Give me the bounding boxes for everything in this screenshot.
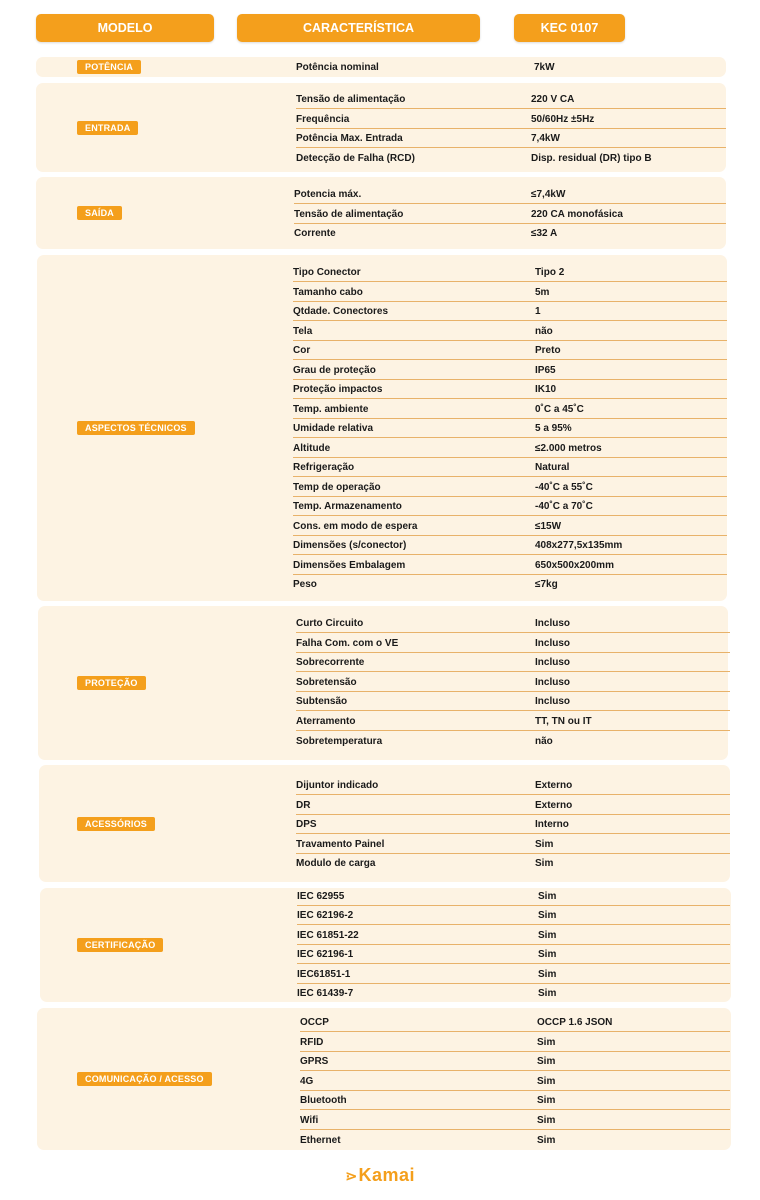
- spec-row: [293, 340, 727, 360]
- spec-key: Temp. ambiente: [293, 403, 369, 415]
- spec-key: Qtdade. Conectores: [293, 306, 389, 317]
- spec-row: [300, 1012, 730, 1032]
- spec-row: [293, 555, 727, 575]
- spec-row: [293, 457, 727, 477]
- spec-row: [296, 711, 730, 731]
- section-label: CERTIFICAÇÃO: [77, 938, 163, 952]
- spec-row: [293, 262, 727, 282]
- spec-key: Tensão de alimentação: [294, 208, 404, 220]
- spec-row: [296, 834, 730, 854]
- spec-key: Aterramento: [296, 716, 356, 727]
- spec-row: [294, 223, 726, 242]
- spec-value: IP65: [535, 364, 556, 376]
- spec-value: Sim: [538, 949, 557, 961]
- section-label: ACESSÓRIOS: [77, 817, 155, 831]
- spec-value: TT, TN ou IT: [535, 716, 592, 727]
- spec-value: Sim: [538, 891, 557, 902]
- spec-key: DR: [296, 799, 311, 811]
- spec-key: Refrigeração: [293, 462, 355, 473]
- spec-key: Tensão de alimentação: [296, 94, 406, 105]
- spec-value: 220 V CA: [531, 94, 575, 105]
- spec-key: IEC61851-1: [297, 968, 351, 980]
- section-label: PROTEÇÃO: [77, 676, 146, 690]
- spec-value: 50/60Hz ±5Hz: [531, 113, 595, 125]
- spec-row: [296, 148, 726, 167]
- spec-key: Proteção impactos: [293, 384, 383, 395]
- spec-key: Frequência: [296, 113, 350, 125]
- spec-key: Grau de proteção: [293, 364, 376, 376]
- spec-key: Falha Com. com o VE: [296, 637, 399, 649]
- spec-value: -40˚C a 55˚C: [535, 481, 593, 493]
- header-model-name: KEC 0107: [514, 14, 625, 42]
- spec-row: [297, 983, 730, 1002]
- spec-row: [297, 944, 730, 964]
- spec-key: Subtensão: [296, 696, 348, 708]
- spec-key: Ethernet: [300, 1134, 341, 1146]
- spec-value: Sim: [537, 1036, 556, 1048]
- spec-value: 7,4kW: [531, 133, 560, 144]
- spec-value: -40˚C a 70˚C: [535, 501, 593, 512]
- spec-key: Potência nominal: [296, 62, 379, 73]
- header-modelo: MODELO: [36, 14, 214, 42]
- section-label: POTÊNCIA: [77, 60, 141, 74]
- spec-value: Natural: [535, 462, 570, 473]
- spec-value: Sim: [538, 968, 557, 980]
- spec-value: Sim: [537, 1056, 556, 1068]
- spec-value: Sim: [537, 1075, 556, 1087]
- spec-key: Dijuntor indicado: [296, 780, 379, 791]
- spec-value: 7kW: [534, 62, 555, 73]
- spec-value: Externo: [535, 780, 573, 791]
- spec-value: Incluso: [535, 676, 571, 688]
- spec-row: [296, 652, 730, 672]
- spec-value: 5m: [535, 286, 550, 298]
- spec-key: Tipo Conector: [293, 267, 361, 278]
- spec-value: Interno: [535, 819, 569, 831]
- spec-key: Corrente: [294, 228, 336, 239]
- spec-key: Temp de operação: [293, 481, 381, 493]
- brand-name: Kamai: [358, 1165, 416, 1185]
- spec-row: [293, 535, 727, 555]
- spec-value: ≤15W: [535, 520, 562, 532]
- spec-value: não: [535, 735, 553, 747]
- spec-row: [293, 477, 727, 497]
- spec-value: Tipo 2: [535, 267, 565, 278]
- spec-value: Disp. residual (DR) tipo B: [531, 152, 652, 164]
- spec-value: 408x277,5x135mm: [535, 540, 623, 551]
- spec-row: [293, 282, 727, 302]
- spec-row: [300, 1090, 730, 1110]
- spec-key: IEC 61851-22: [297, 929, 359, 941]
- spec-value: ≤7kg: [535, 579, 558, 590]
- spec-key: Sobretemperatura: [296, 735, 383, 747]
- spec-row: [296, 691, 730, 711]
- spec-value: Sim: [538, 988, 557, 999]
- spec-row: [296, 109, 726, 129]
- spec-key: Tela: [293, 325, 313, 337]
- spec-value: OCCP 1.6 JSON: [537, 1017, 613, 1028]
- spec-key: Tamanho cabo: [293, 286, 363, 298]
- spec-key: IEC 61439-7: [297, 988, 354, 999]
- brand-logo: [0, 1165, 760, 1186]
- spec-row: [293, 379, 727, 399]
- spec-row: [300, 1032, 730, 1052]
- spec-key: IEC 62955: [297, 891, 345, 902]
- spec-value: ≤7,4kW: [531, 189, 566, 200]
- spec-row: [293, 360, 727, 380]
- spec-value: 650x500x200mm: [535, 559, 614, 571]
- spec-value: 0˚C a 45˚C: [535, 403, 584, 415]
- kamai-logo-icon: ⋗: [344, 1167, 358, 1185]
- spec-row: [293, 301, 727, 321]
- spec-value: Sim: [535, 838, 554, 850]
- spec-row: [296, 731, 730, 750]
- header-caracteristica: CARACTERÍSTICA: [237, 14, 480, 42]
- spec-value: 5 a 95%: [535, 423, 572, 434]
- spec-value: 1: [535, 306, 541, 317]
- spec-value: ≤32 A: [531, 228, 558, 239]
- spec-value: IK10: [535, 384, 557, 395]
- spec-row: [296, 89, 726, 109]
- spec-key: Modulo de carga: [296, 858, 376, 870]
- spec-value: 220 CA monofásica: [531, 208, 623, 220]
- spec-key: Peso: [293, 579, 317, 590]
- spec-key: RFID: [300, 1036, 324, 1048]
- spec-value: Sim: [537, 1095, 556, 1107]
- spec-row: [293, 418, 727, 438]
- spec-key: Cons. em modo de espera: [293, 520, 418, 532]
- spec-value: Sim: [537, 1115, 556, 1126]
- spec-row: [296, 57, 726, 76]
- spec-key: Travamento Painel: [296, 838, 385, 850]
- spec-row: [293, 399, 727, 419]
- spec-key: Potência Max. Entrada: [296, 133, 403, 144]
- spec-key: 4G: [300, 1075, 314, 1087]
- spec-row: [296, 633, 730, 653]
- spec-row: [296, 775, 730, 795]
- spec-row: [297, 964, 730, 984]
- spec-key: GPRS: [300, 1056, 329, 1068]
- spec-value: Sim: [538, 910, 557, 922]
- spec-row: [297, 925, 730, 945]
- spec-row: [293, 321, 727, 341]
- spec-value: Sim: [538, 929, 557, 941]
- spec-key: Bluetooth: [300, 1095, 347, 1107]
- spec-value: Sim: [537, 1134, 556, 1146]
- spec-key: IEC 62196-1: [297, 949, 354, 961]
- spec-key: DPS: [296, 819, 317, 831]
- spec-key: Detecção de Falha (RCD): [296, 152, 415, 164]
- spec-row: [293, 574, 727, 593]
- spec-key: Umidade relativa: [293, 423, 374, 434]
- spec-value: ≤2.000 metros: [535, 442, 602, 454]
- spec-key: Wifi: [300, 1115, 319, 1126]
- spec-key: Sobrecorrente: [296, 657, 365, 669]
- spec-row: [300, 1130, 730, 1149]
- spec-value: Preto: [535, 345, 561, 356]
- spec-value: Sim: [535, 858, 554, 870]
- spec-row: [294, 204, 726, 224]
- spec-value: Incluso: [535, 696, 571, 708]
- spec-key: Cor: [293, 345, 311, 356]
- spec-key: Potencia máx.: [294, 189, 362, 200]
- spec-value: não: [535, 325, 553, 337]
- spec-value: Incluso: [535, 618, 571, 629]
- spec-value: Externo: [535, 799, 573, 811]
- spec-row: [293, 516, 727, 536]
- section-label: SAÍDA: [77, 206, 122, 220]
- spec-row: [296, 853, 730, 872]
- section-label: ASPECTOS TÉCNICOS: [77, 421, 195, 435]
- section-label: ENTRADA: [77, 121, 138, 135]
- spec-key: Dimensões Embalagem: [293, 559, 406, 571]
- spec-row: [293, 438, 727, 458]
- spec-row: [296, 613, 730, 633]
- spec-row: [300, 1051, 730, 1071]
- spec-row: [296, 128, 726, 148]
- spec-row: [300, 1110, 730, 1130]
- spec-key: Sobretensão: [296, 676, 357, 688]
- section-label: COMUNICAÇÃO / ACESSO: [77, 1072, 212, 1086]
- spec-row: [297, 905, 730, 925]
- spec-key: OCCP: [300, 1017, 329, 1028]
- spec-key: Curto Circuito: [296, 618, 364, 629]
- spec-value: Incluso: [535, 657, 571, 669]
- spec-row: [297, 886, 730, 906]
- spec-row: [296, 814, 730, 834]
- spec-value: Incluso: [535, 637, 571, 649]
- spec-row: [294, 184, 726, 204]
- spec-row: [296, 672, 730, 692]
- spec-row: [296, 795, 730, 815]
- spec-key: Temp. Armazenamento: [293, 501, 402, 512]
- spec-key: Dimensões (s/conector): [293, 540, 407, 551]
- spec-key: IEC 62196-2: [297, 910, 354, 922]
- spec-row: [300, 1071, 730, 1091]
- spec-key: Altitude: [293, 442, 331, 454]
- spec-row: [293, 496, 727, 516]
